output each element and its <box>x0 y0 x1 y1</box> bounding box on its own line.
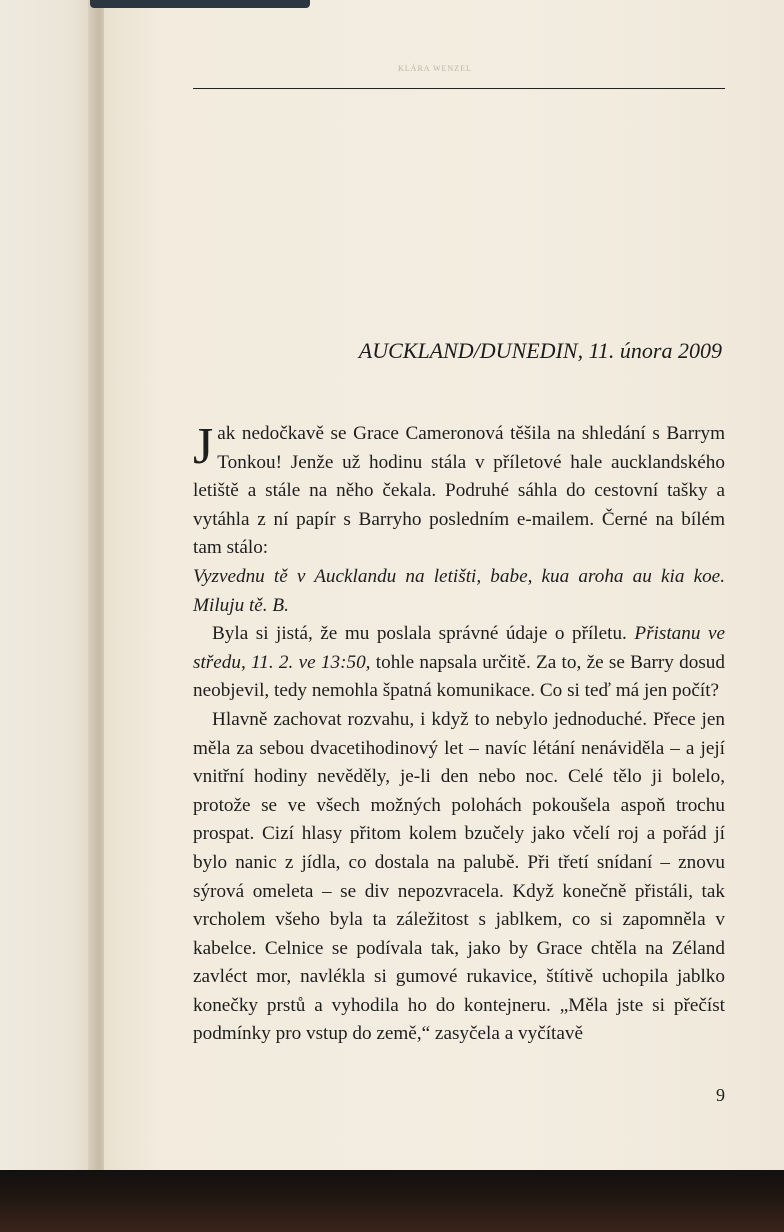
running-header: KLÁRA WENZEL <box>398 64 472 73</box>
paragraph-3-italic: Přistanu ve středu, 11. 2. ve 13:50, <box>193 623 725 673</box>
drop-cap: J <box>193 418 214 475</box>
body-text <box>193 420 725 1049</box>
book-cover-edge <box>90 0 310 8</box>
paragraph-3 <box>193 620 725 706</box>
header-rule <box>193 88 725 89</box>
paragraph-1-text: ak nedočkavě se Grace Cameronová těšila na shledání s Barrym Tonkou! Jenže už hodinu stála v příletové hale aucklandského letiště a stále na něho čekala. Podruhé sáhla do cestovní tašky a vytáhla z ní papír s Barryho posledním e-mailem. Černé na bílém tam stálo: <box>193 423 725 559</box>
paragraph-1 <box>193 420 725 563</box>
left-page <box>0 0 100 1175</box>
paragraph-3-part-b: tohle napsala určitě. Za to, že se Barry dosud neobjevil, tedy nemohla špatná komunikace. Co si teď má jen počít? <box>193 651 725 702</box>
chapter-heading: AUCKLAND/DUNEDIN, 11. února 2009 <box>358 338 722 363</box>
email-quote: Vyzvednu tě v Aucklandu na letišti, babe, kua aroha au kia koe. Miluju tě. B. <box>193 565 725 616</box>
paragraph-3-part-a: Byla si jistá, že mu poslala správné údaje o příletu. <box>212 623 635 645</box>
page-number: 9 <box>716 1085 725 1105</box>
table-surface <box>0 1170 784 1232</box>
paragraph-4: Hlavně zachovat rozvahu, i když to nebylo jednoduché. Přece jen měla za sebou dvacetihodinový let – navíc létání nenáviděla – a její vnitřní hodiny nevěděly, je-li den nebo noc. Celé tělo ji bolelo, protože se ve všech možných polohách pokoušela aspoň trochu prospat. Cizí hlasy přitom kolem bzučely jako včelí roj a pořád jí bylo nanic z jídla, co dostala na palubě. Při třetí snídaní – znovu sýrová omeleta – se div nepozvracela. Když konečně přistáli, tak vrcholem všeho byla ta záležitost s jablkem, co si zapomněla v kabelce. Celnice se podívala tak, jako by Grace chtěla na Zéland zavléct mor, navlékla si gumové rukavice, štítivě uchopila jablko konečky prstů a vyhodila ho do kontejneru. „Měla jste si přečíst podmínky pro vstup do země,“ zasyčela a vyčítavě <box>193 708 725 1045</box>
